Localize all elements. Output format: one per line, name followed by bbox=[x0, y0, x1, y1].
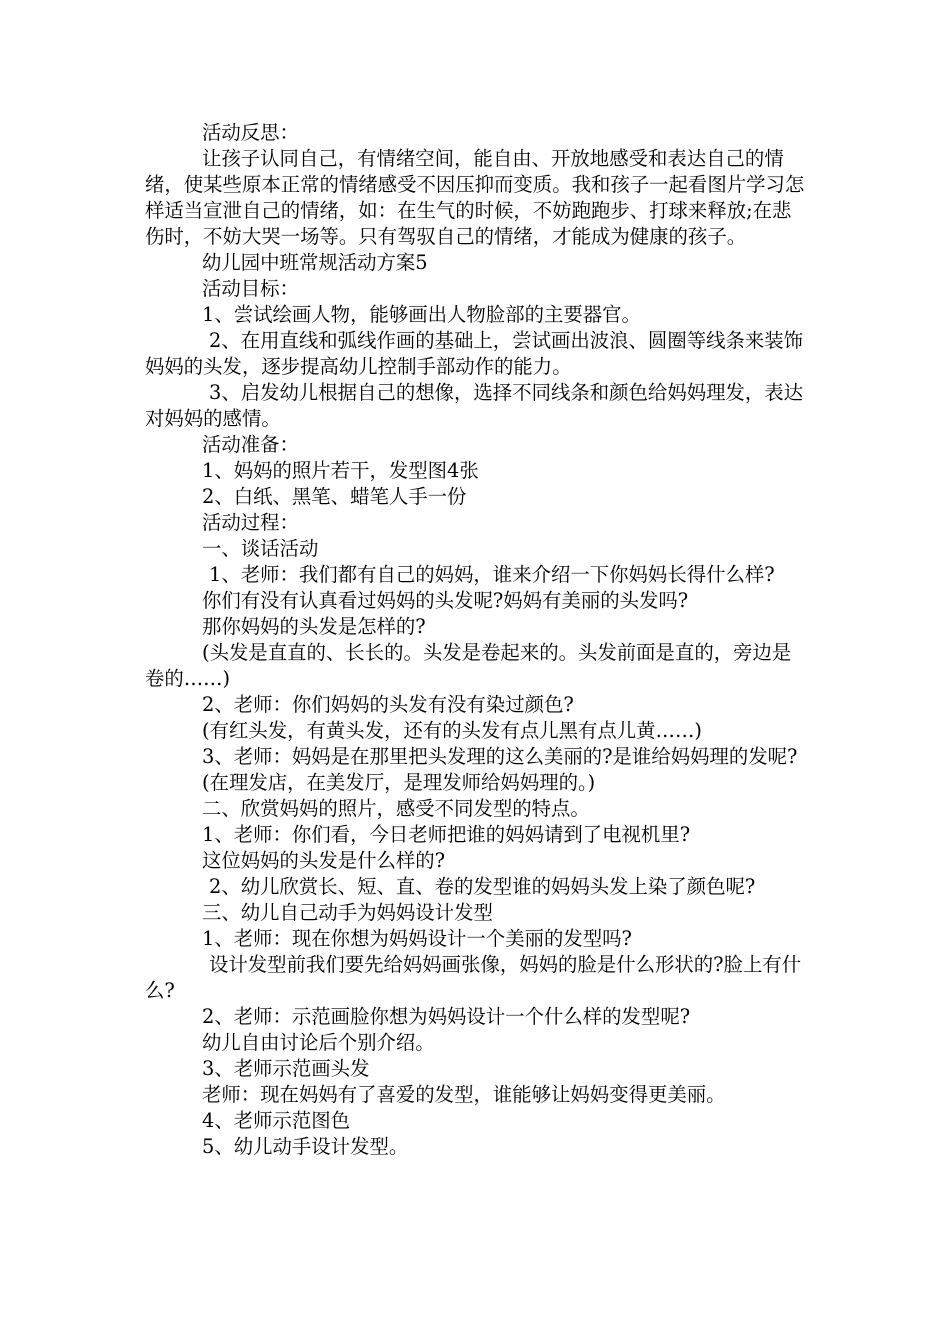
paragraph-step-1-a3: (在理发店，在美发厅，是理发师给妈妈理的。) bbox=[202, 771, 596, 794]
paragraph-step-1-3: 3、老师：妈妈是在那里把头发理的这么美丽的?是谁给妈妈理的发呢? bbox=[202, 745, 798, 768]
paragraph-prep-1: 1、妈妈的照片若干，发型图4张 bbox=[202, 459, 479, 482]
paragraph-step-3-teacher: 老师：现在妈妈有了喜爱的发型，谁能够让妈妈变得更美丽。 bbox=[202, 1083, 726, 1106]
paragraph-step-1-1: 1、老师：我们都有自己的妈妈，谁来介绍一下你妈妈长得什么样? bbox=[209, 563, 775, 586]
paragraph-step-2-2: 2、幼儿欣赏长、短、直、卷的发型谁的妈妈头发上染了颜色呢? bbox=[209, 875, 756, 898]
paragraph-goals-heading: 活动目标： bbox=[202, 277, 299, 300]
paragraph-step-1-a2: (有红头发，有黄头发，还有的头发有点儿黑有点儿黄……) bbox=[202, 719, 702, 742]
paragraph-step-1-q1: 你们有没有认真看过妈妈的头发呢?妈妈有美丽的头发吗? bbox=[202, 589, 689, 612]
paragraph-step-1-a1: (头发是直直的、长长的。头发是卷起来的。头发前面是直的，旁边是卷的……) bbox=[145, 641, 792, 690]
paragraph-step-3-4: 4、老师示范图色 bbox=[202, 1109, 351, 1132]
paragraph-section-title: 幼儿园中班常规活动方案5 bbox=[202, 251, 428, 274]
paragraph-step-2-heading: 二、欣赏妈妈的照片，感受不同发型的特点。 bbox=[202, 797, 590, 820]
paragraph-goal-3: 3、启发幼儿根据自己的想像，选择不同线条和颜色给妈妈理发，表达对妈妈的感情。 bbox=[145, 381, 804, 430]
paragraph-step-3-3: 3、老师示范画头发 bbox=[202, 1057, 370, 1080]
document-body bbox=[145, 120, 810, 1160]
paragraph-process-heading: 活动过程： bbox=[202, 511, 299, 534]
paragraph-step-1-heading: 一、谈话活动 bbox=[202, 537, 319, 560]
paragraph-step-3-1: 1、老师：现在你想为妈妈设计一个美丽的发型吗? bbox=[202, 927, 632, 950]
paragraph-prep-heading: 活动准备： bbox=[202, 433, 299, 456]
paragraph-step-3-2: 2、老师：示范画脸你想为妈妈设计一个什么样的发型呢? bbox=[202, 1005, 691, 1028]
paragraph-goal-2: 2、在用直线和弧线作画的基础上，尝试画出波浪、圆圈等线条来装饰妈妈的头发，逐步提高幼儿控制手部动作的能力。 bbox=[145, 329, 804, 378]
paragraph-step-2-q: 这位妈妈的头发是什么样的? bbox=[202, 849, 446, 872]
paragraph-reflection-heading: 活动反思： bbox=[202, 121, 299, 144]
paragraph-goal-1: 1、尝试绘画人物，能够画出人物脸部的主要器官。 bbox=[202, 303, 641, 326]
paragraph-step-3-q: 设计发型前我们要先给妈妈画张像，妈妈的脸是什么形状的?脸上有什么? bbox=[145, 953, 802, 1002]
paragraph-prep-2: 2、白纸、黑笔、蜡笔人手一份 bbox=[202, 485, 467, 508]
paragraph-step-3-discuss: 幼儿自由讨论后个别介绍。 bbox=[202, 1031, 435, 1054]
paragraph-step-3-5: 5、幼儿动手设计发型。 bbox=[202, 1135, 409, 1158]
paragraph-reflection-text: 让孩子认同自己，有情绪空间，能自由、开放地感受和表达自己的情绪，使某些原本正常的情绪感受不因压抑而变质。我和孩子一起看图片学习怎样适当宣泄自己的情绪，如：在生气的时候，不妨跑跑步、打球来释放;在悲伤时，不妨大哭一场等。只有驾驭自己的情绪，才能成为健康的孩子。 bbox=[145, 147, 805, 248]
paragraph-step-1-q2: 那你妈妈的头发是怎样的? bbox=[202, 615, 426, 638]
paragraph-step-1-2: 2、老师：你们妈妈的头发有没有染过颜色? bbox=[202, 693, 574, 716]
paragraph-step-2-1: 1、老师：你们看，今日老师把谁的妈妈请到了电视机里? bbox=[202, 823, 691, 846]
paragraph-step-3-heading: 三、幼儿自己动手为妈妈设计发型 bbox=[202, 901, 493, 924]
